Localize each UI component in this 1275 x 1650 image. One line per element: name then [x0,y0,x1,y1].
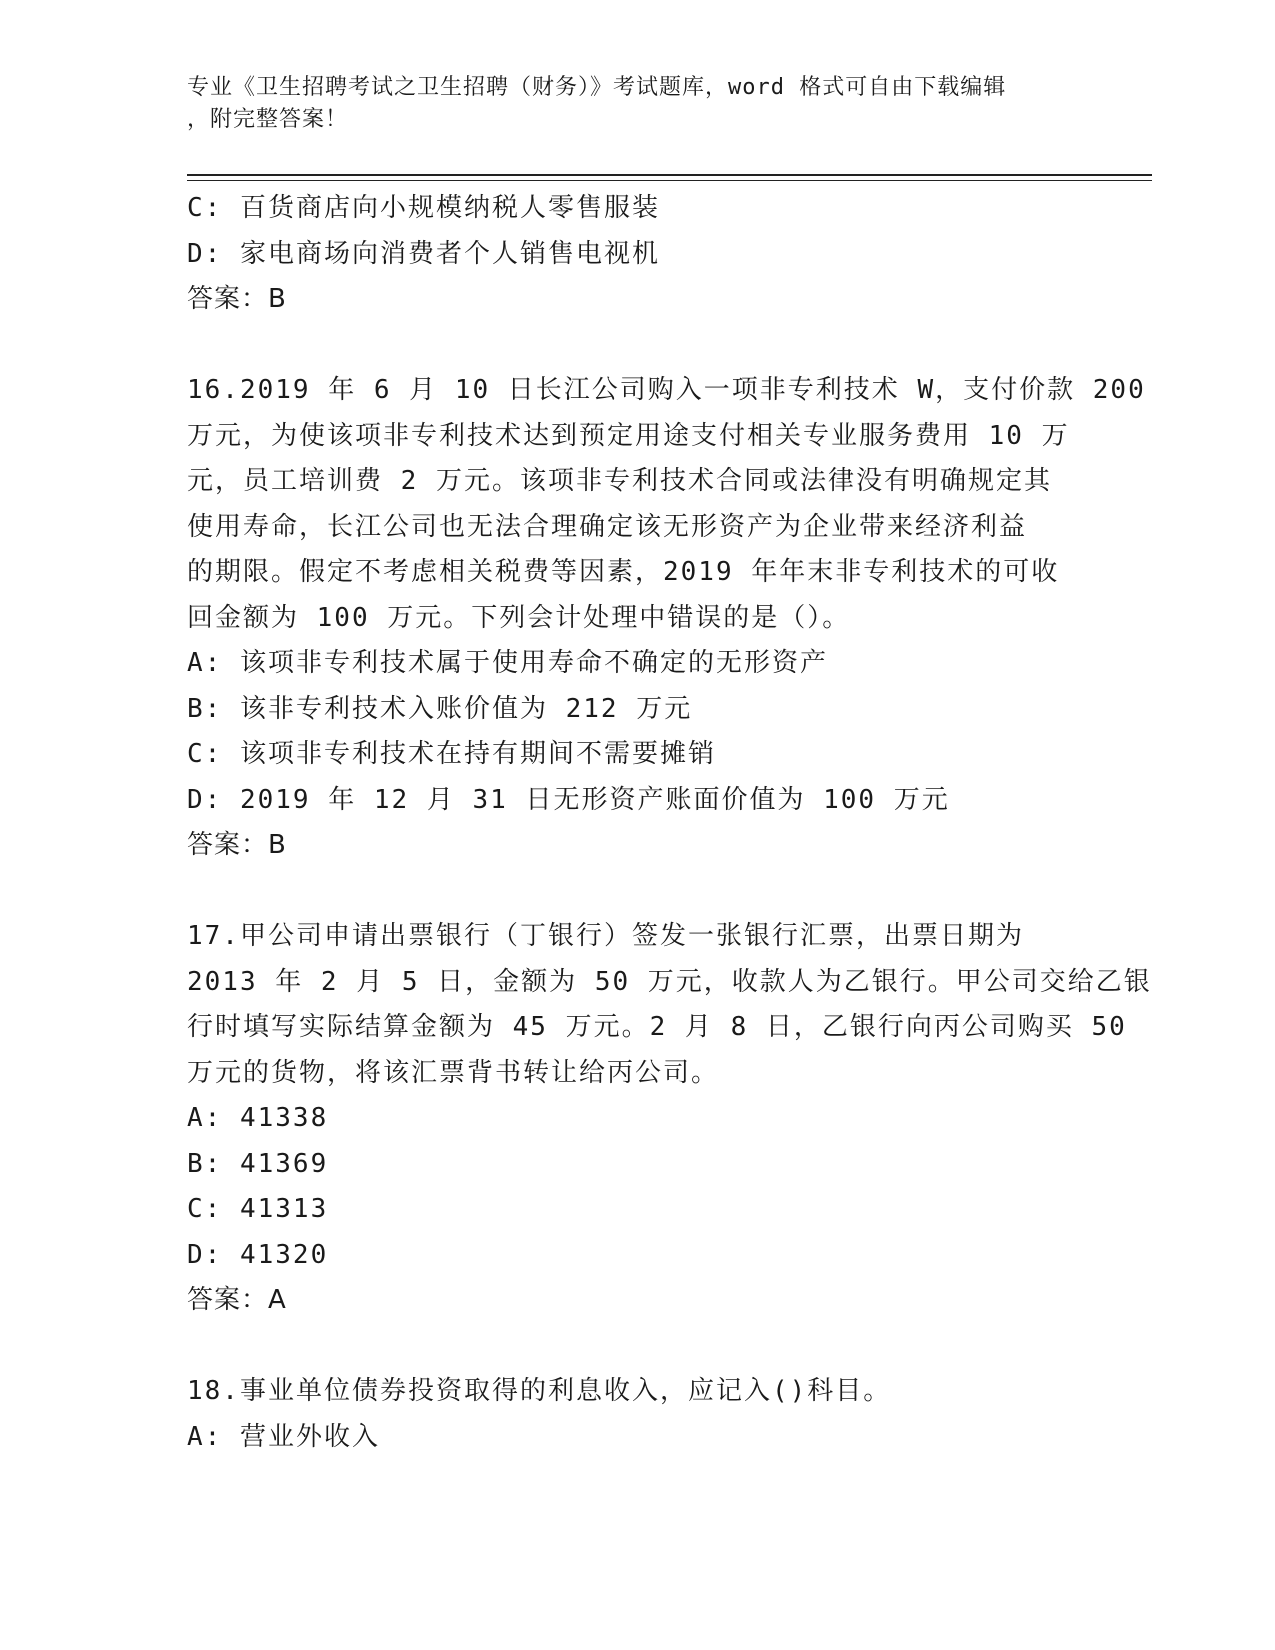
option-b: B: 该非专利技术入账价值为 212 万元 [187,693,693,724]
question-block [187,914,1152,1324]
question-text: 万元，为使该项非专利技术达到预定用途支付相关专业服务费用 10 万 [187,420,1070,451]
question-content [187,186,1152,1460]
option-d: D: 41320 [187,1239,329,1270]
document-header [187,72,1067,136]
question-text: 回金额为 100 万元。下列会计处理中错误的是（）。 [187,602,851,633]
spacer [187,323,1087,369]
question-block [187,368,1146,869]
question-text: 元，员工培训费 2 万元。该项非专利技术合同或法律没有明确规定其 [187,466,1052,496]
question-block [187,1369,1087,1460]
answer: 答案：B [187,830,287,860]
question-text: 万元的货物，将该汇票背书转让给丙公司。 [187,1057,720,1088]
header-divider-thin [187,180,1152,181]
question-text: 18.事业单位债券投资取得的利息收入，应记入()科目。 [187,1376,892,1406]
header-divider [187,174,1152,176]
option-b: B: 41369 [187,1148,329,1179]
option-c: C: 41313 [187,1194,329,1224]
option-c: C: 该项非专利技术在持有期间不需要摊销 [187,739,716,769]
question-text: 的期限。假定不考虑相关税费等因素，2019 年年末非专利技术的可收 [187,557,1060,587]
question-text: 行时填写实际结算金额为 45 万元。2 月 8 日，乙银行向丙公司购买 50 [187,1012,1127,1042]
option-c: C: 百货商店向小规模纳税人零售服装 [187,193,660,223]
option-a: A: 该项非专利技术属于使用寿命不确定的无形资产 [187,648,828,678]
header-line-2: ，附完整答案！ [187,107,349,132]
header-line-1: 专业《卫生招聘考试之卫生招聘（财务）》考试题库，word 格式可自由下载编辑 [187,75,1007,100]
question-text: 16.2019 年 6 月 10 日长江公司购入一项非专利技术 W，支付价款 200 [187,375,1146,405]
question-text: 2013 年 2 月 5 日，金额为 50 万元，收款人为乙银行。甲公司交给乙银 [187,966,1152,997]
answer: 答案：B [187,284,287,314]
answer: 答案：A [187,1285,287,1315]
question-text: 使用寿命，长江公司也无法合理确定该无形资产为企业带来经济利益 [187,511,1028,542]
option-a: A: 41338 [187,1103,329,1133]
spacer [187,1324,1087,1370]
option-d: D: 2019 年 12 月 31 日无形资产账面价值为 100 万元 [187,784,950,815]
spacer [187,869,1087,915]
question-block [187,186,1087,323]
option-d: D: 家电商场向消费者个人销售电视机 [187,238,660,269]
option-a: A: 营业外收入 [187,1421,380,1452]
question-text: 17.甲公司申请出票银行（丁银行）签发一张银行汇票，出票日期为 [187,921,1024,951]
